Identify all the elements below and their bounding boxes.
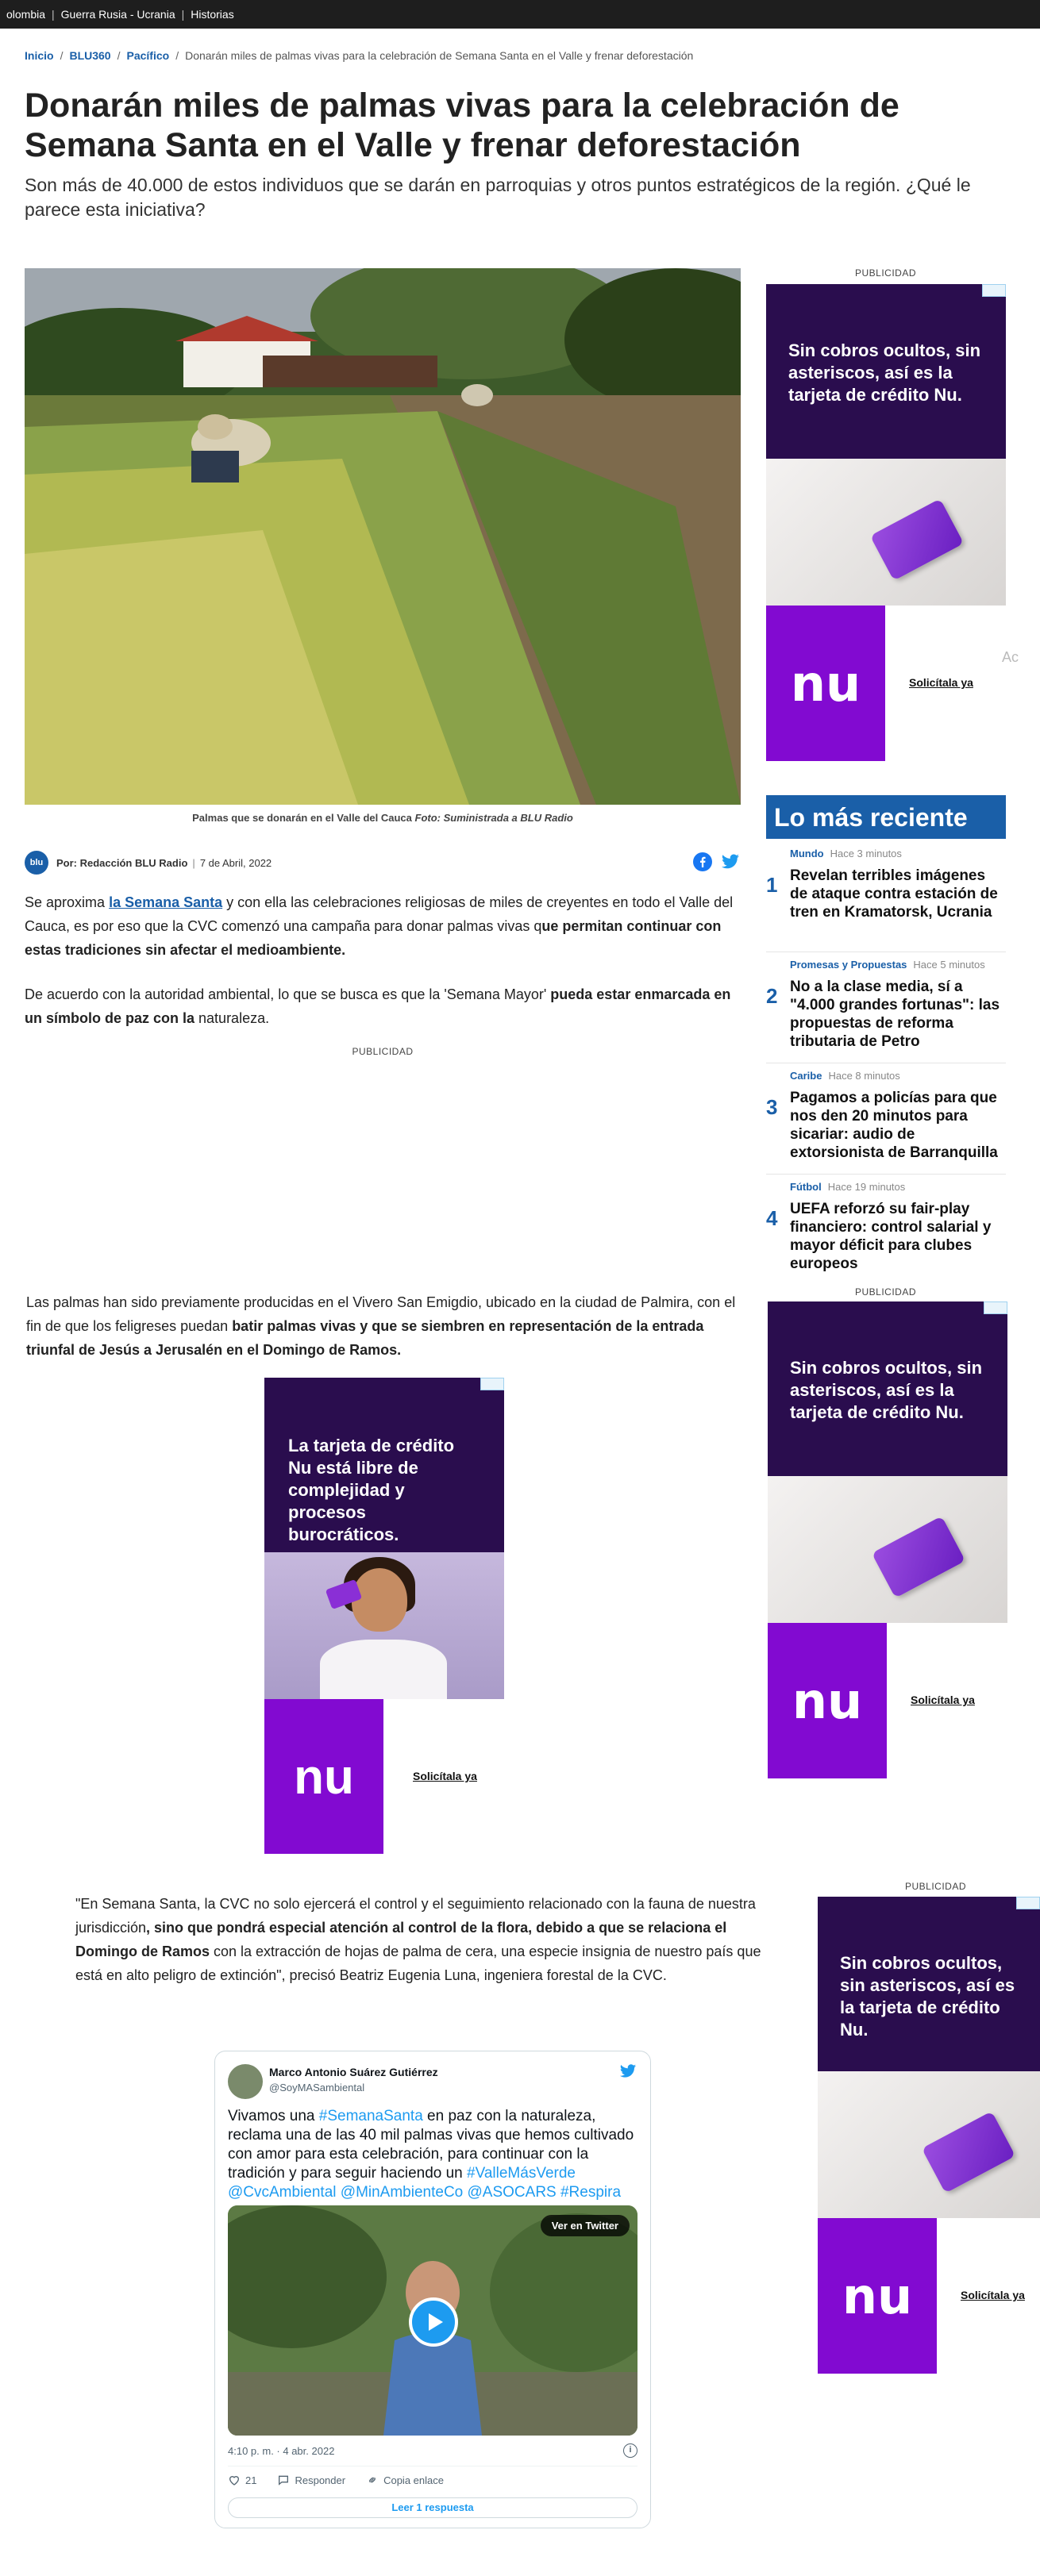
caption-credit: Foto: Suministrada a BLU Radio <box>414 812 573 824</box>
ad-cta-link[interactable]: Solicítala ya <box>961 2289 1025 2301</box>
article-paragraph-1 <box>25 890 741 962</box>
recent-item-meta <box>790 1181 905 1193</box>
breadcrumb-separator: / <box>175 49 179 62</box>
top-nav-item-historias[interactable]: Historias <box>191 8 234 21</box>
ad-headline: La tarjeta de crédito Nu está libre de complejidad y procesos burocráticos. <box>264 1378 504 1552</box>
recent-item-title[interactable]: No a la clase media, sí a "4.000 grandes fortunas": las propuestas de reforma tributaria de Petro <box>790 978 1000 1050</box>
paragraph-text: y con ella las celebraciones religiosas de miles de creyentes en todo el Valle del Cauca, es por eso que la CVC comenzó una campaña para donar palmas vivas q <box>25 894 734 934</box>
ad-headline: Sin cobros ocultos, sin asteriscos, así es la tarjeta de crédito Nu. <box>768 1301 1007 1476</box>
recent-item[interactable] <box>766 841 1006 952</box>
ad-label-mid: PUBLICIDAD <box>352 1046 414 1057</box>
tweet-mentions[interactable]: @CvcAmbiental @MinAmbienteCo @ASOCARS #Respira <box>228 2184 622 2201</box>
recent-section-title: Lo más reciente <box>766 795 1006 839</box>
recent-item-category[interactable]: Caribe <box>790 1070 822 1082</box>
recent-item-number: 4 <box>766 1206 778 1230</box>
ad-label-sidebar-2: PUBLICIDAD <box>855 1286 917 1298</box>
view-on-twitter-button[interactable]: Ver en Twitter <box>541 2215 630 2236</box>
breadcrumb-separator: / <box>60 49 64 62</box>
twitter-icon[interactable] <box>720 852 741 874</box>
top-nav-separator: | <box>52 8 55 21</box>
paragraph-bold: ue permitan continuar con estas tradiciones sin afectar el medioambiente. <box>25 918 722 958</box>
facebook-icon[interactable] <box>693 852 712 874</box>
nu-logo: nu <box>766 606 885 761</box>
article-title: Donarán miles de palmas vivas para la celebración de Semana Santa en el Valle y frenar deforestación <box>25 87 899 164</box>
tweet-text-part: Vivamos una <box>228 2108 319 2124</box>
breadcrumb-inicio[interactable]: Inicio <box>25 49 54 62</box>
breadcrumb-separator: / <box>117 49 121 62</box>
breadcrumb-blu360[interactable]: BLU360 <box>69 49 111 62</box>
ad-cta-link[interactable]: Solicítala ya <box>413 1770 477 1782</box>
recent-item-title[interactable]: Pagamos a policías para que nos den 20 minutos para sicariar: audio de extorsionista de Barranquilla <box>790 1090 998 1161</box>
recent-item-category[interactable]: Mundo <box>790 848 824 859</box>
read-replies-button[interactable]: Leer 1 respuesta <box>228 2497 637 2518</box>
like-button[interactable] <box>228 2474 256 2486</box>
paragraph-text: naturaleza. <box>195 1010 270 1026</box>
share-buttons <box>693 852 741 874</box>
recent-item-category[interactable]: Fútbol <box>790 1181 822 1193</box>
adchoices-icon[interactable] <box>982 284 1006 297</box>
tweet-text-part: en paz con la naturaleza, reclama una de las 40 mil palmas vivas que hemos cultivado con amor para esta celebración, para continuar con la tradición y para seguir haciendo un <box>228 2108 634 2182</box>
heart-icon <box>228 2474 241 2486</box>
nu-logo: nu <box>264 1699 383 1854</box>
blu-logo: blu <box>25 851 48 875</box>
semana-santa-link[interactable]: la Semana Santa <box>109 894 223 910</box>
ad-card-image <box>818 2071 1040 2218</box>
nu-ad-sidebar-3[interactable] <box>818 1897 1040 2374</box>
tweet-hashtag[interactable]: #SemanaSanta <box>318 2108 423 2124</box>
adchoices-icon[interactable] <box>480 1378 504 1390</box>
copy-link-button[interactable] <box>366 2474 444 2486</box>
reply-label: Responder <box>295 2474 346 2486</box>
top-nav-bar <box>0 0 1040 29</box>
recent-item-title[interactable]: Revelan terribles imágenes de ataque contra estación de tren en Kramatorsk, Ucrania <box>790 867 998 921</box>
recent-item-meta <box>790 848 902 859</box>
tweet-avatar[interactable] <box>228 2064 263 2099</box>
paragraph-text: De acuerdo con la autoridad ambiental, lo que se busca es que la 'Semana Mayor' <box>25 986 551 1002</box>
recent-item-time: Hace 19 minutos <box>827 1181 906 1193</box>
recent-item-number: 3 <box>766 1095 778 1119</box>
ad-card-image <box>768 1476 1007 1623</box>
embedded-tweet[interactable] <box>214 2051 651 2528</box>
publish-date: 7 de Abril, 2022 <box>199 856 272 869</box>
ad-photo-woman <box>264 1552 504 1699</box>
link-icon <box>366 2474 379 2486</box>
like-count: 21 <box>245 2474 257 2486</box>
adchoices-icon[interactable] <box>984 1301 1007 1314</box>
author[interactable]: Por: Redacción BLU Radio <box>56 856 188 869</box>
tweet-hashtag[interactable]: #ValleMásVerde <box>467 2165 576 2182</box>
adchoices-icon[interactable] <box>1016 1897 1040 1909</box>
recent-item-time: Hace 3 minutos <box>830 848 902 859</box>
top-nav-item-guerra[interactable]: Guerra Rusia - Ucrania <box>60 8 175 21</box>
ad-headline: Sin cobros ocultos, sin asteriscos, así es la tarjeta de crédito Nu. <box>766 284 1006 459</box>
nu-ad-inline[interactable] <box>264 1378 504 1854</box>
hero-caption <box>25 812 741 824</box>
ad-card-image <box>766 459 1006 606</box>
nu-ad-sidebar-1[interactable] <box>766 284 1006 761</box>
paragraph-bold: batir palmas vivas y que se siembren en representación de la entrada triunfal de Jesús a Jerusalén en el Domingo de Ramos. <box>26 1318 704 1358</box>
paragraph-bold: , sino que pondrá especial atención al control de la flora, debido a que se relaciona el Domingo de Ramos <box>75 1920 727 1959</box>
recent-item-meta <box>790 1070 900 1082</box>
article-paragraph-4 <box>75 1892 792 1987</box>
breadcrumb-current: Donarán miles de palmas vivas para la celebración de Semana Santa en el Valle y frenar deforestación <box>185 49 694 62</box>
hero-image[interactable] <box>25 268 741 805</box>
recent-list <box>766 841 1006 1286</box>
nu-logo: nu <box>768 1623 887 1778</box>
ad-cta-link[interactable]: Solicítala ya <box>911 1694 975 1706</box>
copy-link-label: Copia enlace <box>383 2474 444 2486</box>
recent-item-time: Hace 5 minutos <box>913 959 985 971</box>
ad-cta-link[interactable]: Solicítala ya <box>909 676 973 689</box>
tweet-author-handle[interactable]: @SoyMASambiental <box>269 2082 365 2093</box>
caption-text: Palmas que se donarán en el Valle del Cauca <box>192 812 412 824</box>
byline-separator: | <box>192 856 195 869</box>
palm-nursery-photo <box>25 268 741 805</box>
info-icon[interactable]: i <box>623 2443 637 2458</box>
byline <box>25 852 741 874</box>
twitter-bird-icon[interactable] <box>618 2063 637 2084</box>
recent-item[interactable] <box>766 1063 1006 1175</box>
top-nav-separator: | <box>181 8 185 21</box>
article-paragraph-3 <box>26 1290 742 1362</box>
paragraph-text: Las palmas han sido previamente producidas en el Vivero San Emigdio, ubicado en la ciudad de Palmira, con el fin de que los feligreses puedan <box>26 1294 736 1334</box>
paragraph-text: "En Semana Santa, la CVC no solo ejercerá el control y el seguimiento relacionado con la fauna de nuestra jurisdicción <box>75 1896 756 1936</box>
recent-item-time: Hace 8 minutos <box>828 1070 900 1082</box>
nu-ad-sidebar-2[interactable] <box>768 1301 1007 1778</box>
reply-icon <box>277 2474 290 2486</box>
edge-ad-text: Ac <box>1002 649 1019 665</box>
tweet-date[interactable]: 4:10 p. m. · 4 abr. 2022 <box>228 2445 335 2457</box>
ad-label-sidebar-3: PUBLICIDAD <box>905 1881 967 1892</box>
article-paragraph-2 <box>25 982 741 1030</box>
ad-label-sidebar-1: PUBLICIDAD <box>855 267 917 279</box>
breadcrumb <box>25 49 693 62</box>
recent-item[interactable] <box>766 1175 1006 1286</box>
recent-item[interactable] <box>766 952 1006 1063</box>
tweet-text <box>228 2107 637 2202</box>
paragraph-bold: pueda estar enmarcada en un símbolo de paz con la <box>25 986 731 1026</box>
breadcrumb-pacifico[interactable]: Pacífico <box>126 49 170 62</box>
recent-item-number: 1 <box>766 873 778 897</box>
nu-logo: nu <box>818 2218 937 2374</box>
tweet-author-name[interactable]: Marco Antonio Suárez Gutiérrez <box>269 2066 438 2078</box>
recent-item-meta <box>790 959 985 971</box>
ad-headline: Sin cobros ocultos, sin asteriscos, así es la tarjeta de crédito Nu. <box>818 1897 1040 2071</box>
tweet-video[interactable] <box>228 2205 637 2436</box>
paragraph-text: con la extracción de hojas de palma de cera, una especie insignia de nuestro país que está en alto peligro de extinción", precisó Beatriz Eugenia Luna, ingeniera forestal de la CVC. <box>75 1944 761 1983</box>
recent-item-title[interactable]: UEFA reforzó su fair-play financiero: control salarial y mayor déficit para clubes europeos <box>790 1201 992 1272</box>
article-subtitle: Son más de 40.000 de estos individuos que se darán en parroquias y otros puntos estratégicos de la región. ¿Qué le parece esta iniciativa? <box>25 175 971 220</box>
recent-item-category[interactable]: Promesas y Propuestas <box>790 959 907 971</box>
play-icon[interactable] <box>409 2297 458 2347</box>
tweet-actions <box>228 2474 444 2486</box>
top-nav-item-colombia[interactable]: olombia <box>6 8 46 21</box>
reply-button[interactable] <box>277 2474 345 2486</box>
paragraph-text: Se aproxima <box>25 894 110 910</box>
recent-item-number: 2 <box>766 984 778 1008</box>
